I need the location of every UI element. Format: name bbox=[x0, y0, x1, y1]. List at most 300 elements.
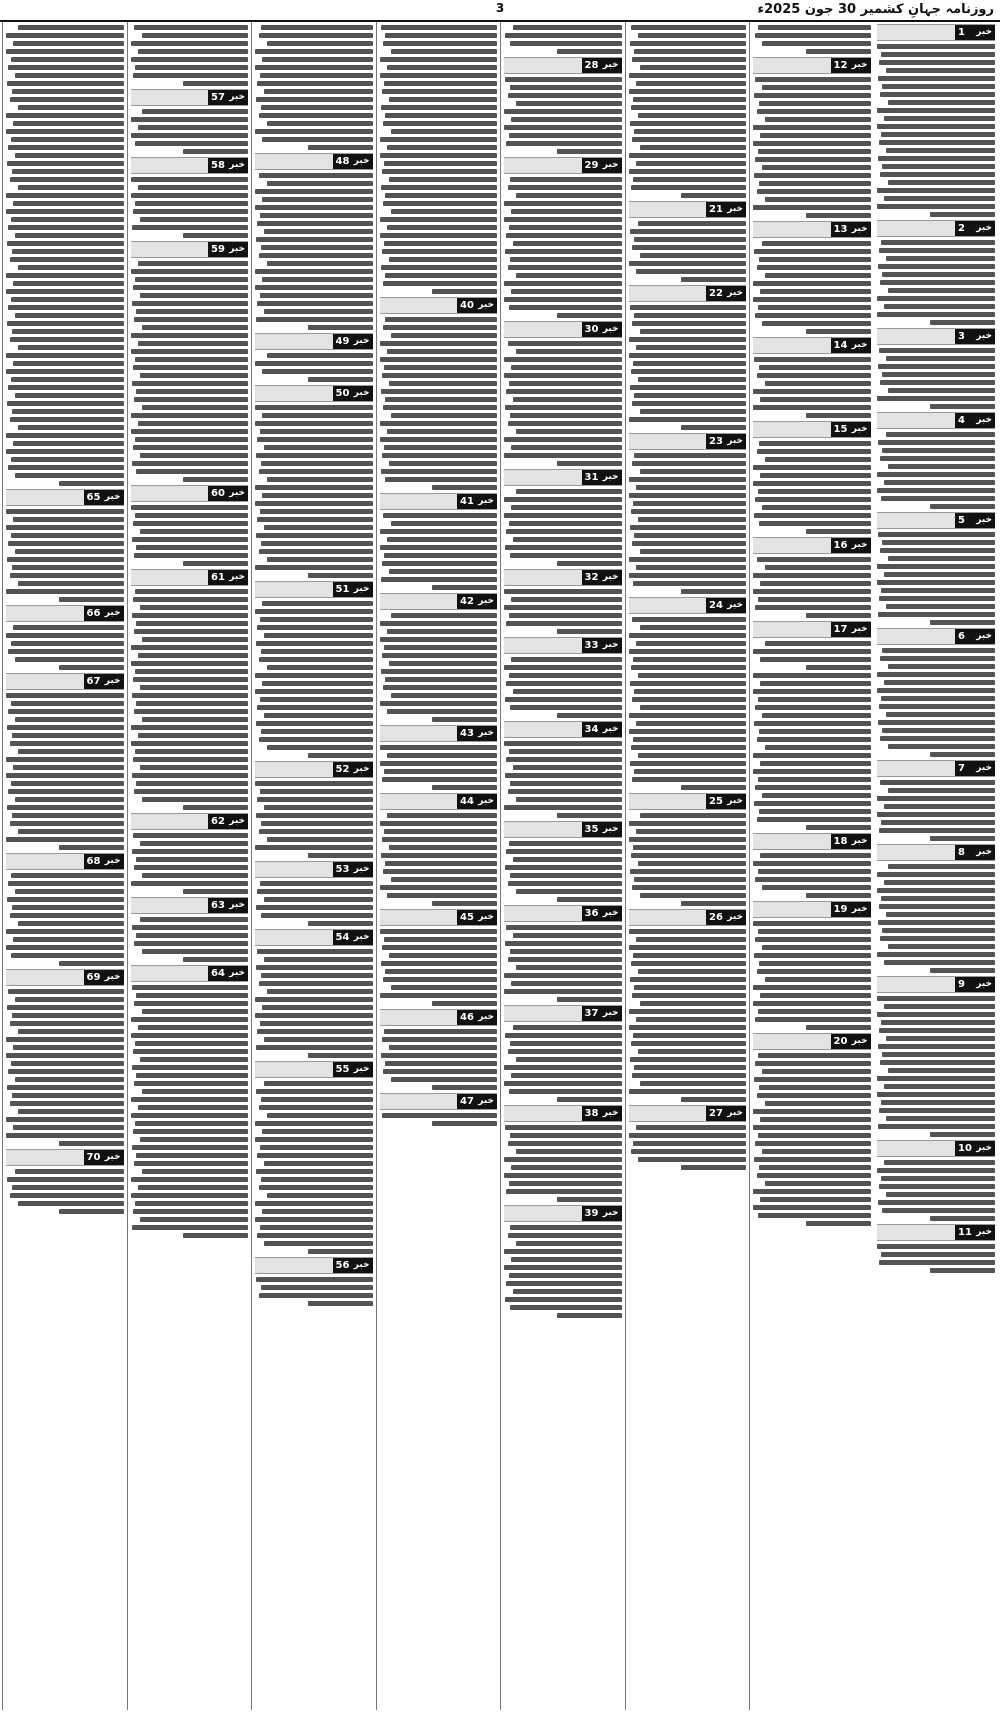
text-line bbox=[18, 425, 124, 430]
text-line bbox=[383, 201, 497, 206]
text-line bbox=[878, 1044, 995, 1049]
text-line bbox=[504, 109, 622, 114]
text-line bbox=[506, 849, 621, 854]
brief-number: 39 bbox=[584, 1208, 599, 1219]
text-line bbox=[631, 509, 746, 514]
brief-number-bar bbox=[380, 1093, 498, 1110]
text-line bbox=[638, 113, 746, 118]
brief-number: 36 bbox=[584, 908, 599, 919]
news-brief bbox=[504, 469, 622, 566]
text-line bbox=[636, 1017, 746, 1022]
text-line bbox=[389, 97, 497, 102]
text-line bbox=[13, 1125, 123, 1130]
text-line bbox=[884, 480, 995, 485]
text-line bbox=[380, 137, 498, 142]
brief-number: 55 bbox=[335, 1064, 350, 1075]
text-line bbox=[753, 281, 871, 286]
brief-tag: خبر bbox=[851, 624, 868, 634]
brief-number: 68 bbox=[86, 856, 101, 867]
brief-tag: خبر bbox=[976, 763, 992, 773]
text-line bbox=[256, 237, 372, 242]
text-line bbox=[132, 1225, 248, 1230]
text-line bbox=[884, 196, 995, 201]
brief-text bbox=[877, 44, 996, 217]
brief-tag: خبر bbox=[478, 596, 494, 606]
brief-text bbox=[131, 261, 249, 482]
text-line bbox=[140, 217, 248, 222]
text-line bbox=[510, 1305, 622, 1310]
text-line bbox=[638, 753, 746, 758]
brief-number-bar bbox=[877, 976, 996, 993]
text-line bbox=[758, 25, 871, 30]
text-line bbox=[259, 469, 373, 474]
text-line bbox=[636, 161, 746, 166]
text-line bbox=[131, 505, 249, 510]
text-line bbox=[630, 41, 746, 46]
text-line bbox=[383, 41, 497, 46]
text-line bbox=[135, 749, 248, 754]
text-line bbox=[10, 1101, 124, 1106]
text-line bbox=[384, 937, 497, 942]
text-line bbox=[506, 529, 621, 534]
text-line bbox=[10, 1193, 124, 1198]
news-brief bbox=[753, 901, 871, 1030]
brief-number: 61 bbox=[211, 572, 225, 583]
text-line bbox=[886, 432, 995, 437]
text-line bbox=[12, 249, 124, 254]
text-line bbox=[636, 641, 746, 646]
text-line bbox=[629, 153, 747, 158]
text-line bbox=[256, 1089, 372, 1094]
text-line bbox=[505, 33, 621, 38]
text-line bbox=[886, 148, 995, 153]
text-line bbox=[504, 217, 622, 222]
text-line bbox=[131, 413, 249, 418]
text-line bbox=[877, 952, 996, 957]
text-line bbox=[6, 633, 124, 638]
text-line bbox=[380, 153, 498, 158]
text-line bbox=[758, 1133, 871, 1138]
text-line bbox=[308, 377, 373, 382]
text-line bbox=[886, 604, 995, 609]
text-line bbox=[260, 73, 373, 78]
text-line bbox=[634, 49, 746, 54]
text-line bbox=[516, 1149, 622, 1154]
text-line bbox=[640, 705, 746, 710]
text-line bbox=[877, 44, 996, 49]
brief-tag: خبر bbox=[602, 472, 619, 482]
news-brief bbox=[380, 493, 498, 590]
text-line bbox=[762, 505, 870, 510]
text-line bbox=[140, 1217, 248, 1222]
text-line bbox=[262, 137, 372, 142]
brief-number-bar bbox=[131, 89, 249, 106]
news-brief bbox=[877, 1224, 996, 1273]
text-line bbox=[629, 337, 747, 342]
brief-number-bar bbox=[131, 241, 249, 258]
news-brief bbox=[255, 761, 373, 858]
text-line bbox=[638, 221, 746, 226]
text-line bbox=[134, 317, 248, 322]
text-line bbox=[504, 665, 622, 670]
brief-number-badge bbox=[84, 674, 124, 689]
text-line bbox=[6, 929, 124, 934]
text-line bbox=[183, 233, 248, 238]
text-line bbox=[389, 661, 497, 666]
text-line bbox=[633, 737, 746, 742]
text-line bbox=[264, 805, 372, 810]
text-line bbox=[13, 517, 123, 522]
brief-number-bar bbox=[877, 220, 996, 237]
text-line bbox=[389, 569, 497, 574]
text-line bbox=[510, 1041, 622, 1046]
text-line bbox=[506, 621, 621, 626]
text-line bbox=[384, 829, 497, 834]
text-line bbox=[12, 733, 124, 738]
brief-tag: خبر bbox=[353, 336, 370, 346]
brief-text bbox=[877, 780, 996, 841]
text-line bbox=[511, 1257, 621, 1262]
text-line bbox=[629, 169, 747, 174]
text-line bbox=[755, 785, 870, 790]
brief-text bbox=[504, 1125, 622, 1202]
text-line bbox=[255, 269, 373, 274]
text-line bbox=[432, 717, 497, 722]
text-line bbox=[510, 553, 622, 558]
text-line bbox=[509, 133, 622, 138]
text-line bbox=[255, 129, 373, 134]
text-line bbox=[760, 761, 870, 766]
text-line bbox=[506, 681, 621, 686]
brief-text bbox=[504, 489, 622, 566]
brief-tag: خبر bbox=[727, 600, 743, 610]
text-line bbox=[640, 625, 746, 630]
brief-number-bar bbox=[255, 385, 373, 402]
text-line bbox=[382, 837, 497, 842]
text-line bbox=[504, 605, 622, 610]
brief-number: 19 bbox=[833, 904, 848, 915]
text-line bbox=[384, 241, 497, 246]
text-line bbox=[13, 41, 123, 46]
text-line bbox=[267, 477, 373, 482]
text-line bbox=[11, 377, 124, 382]
text-line bbox=[142, 1009, 248, 1014]
text-line bbox=[18, 1109, 124, 1114]
brief-tag: خبر bbox=[353, 932, 370, 942]
text-line bbox=[754, 249, 870, 254]
brief-number-badge bbox=[831, 422, 871, 437]
text-line bbox=[506, 141, 621, 146]
text-line bbox=[640, 1081, 746, 1086]
text-line bbox=[183, 561, 248, 566]
text-line bbox=[15, 73, 123, 78]
text-line bbox=[261, 25, 373, 30]
text-line bbox=[557, 149, 622, 154]
text-line bbox=[762, 713, 870, 718]
text-line bbox=[256, 641, 372, 646]
text-line bbox=[255, 1201, 373, 1206]
text-line bbox=[882, 728, 995, 733]
text-line bbox=[755, 157, 870, 162]
text-line bbox=[755, 877, 870, 882]
text-line bbox=[259, 657, 373, 662]
text-line bbox=[760, 853, 870, 858]
text-line bbox=[629, 417, 747, 422]
text-line bbox=[760, 581, 870, 586]
text-line bbox=[758, 149, 871, 154]
text-line bbox=[380, 341, 498, 346]
text-line bbox=[8, 881, 123, 886]
brief-number-bar bbox=[131, 897, 249, 914]
brief-text bbox=[877, 996, 996, 1137]
brief-number-badge bbox=[333, 862, 373, 877]
text-line bbox=[631, 665, 746, 670]
text-line bbox=[504, 125, 622, 130]
brief-number: 10 bbox=[958, 1143, 972, 1154]
brief-number-bar bbox=[504, 721, 622, 738]
text-line bbox=[633, 953, 746, 958]
text-line bbox=[389, 177, 497, 182]
page-header bbox=[0, 0, 1000, 22]
text-line bbox=[633, 657, 746, 662]
text-line bbox=[382, 373, 497, 378]
brief-tag: خبر bbox=[353, 388, 370, 398]
text-line bbox=[882, 648, 995, 653]
text-line bbox=[511, 445, 621, 450]
text-line bbox=[381, 1053, 497, 1058]
text-line bbox=[384, 445, 497, 450]
text-line bbox=[308, 325, 373, 330]
text-line bbox=[505, 545, 621, 550]
text-line bbox=[387, 893, 497, 898]
brief-number-bar bbox=[504, 569, 622, 586]
text-line bbox=[629, 929, 747, 934]
brief-number-bar bbox=[255, 861, 373, 878]
text-line bbox=[516, 797, 622, 802]
text-line bbox=[882, 448, 995, 453]
text-line bbox=[142, 405, 248, 410]
text-line bbox=[506, 757, 621, 762]
text-line bbox=[259, 173, 373, 178]
text-line bbox=[516, 273, 622, 278]
text-line bbox=[256, 97, 372, 102]
text-line bbox=[256, 453, 372, 458]
text-line bbox=[257, 517, 372, 522]
news-brief bbox=[131, 569, 249, 810]
brief-number-badge bbox=[831, 338, 871, 353]
text-line bbox=[881, 1100, 995, 1105]
text-line bbox=[509, 1273, 622, 1278]
text-line bbox=[8, 709, 123, 714]
text-line bbox=[261, 821, 373, 826]
brief-number: 7 bbox=[958, 763, 965, 774]
brief-number-badge bbox=[208, 898, 248, 913]
text-line bbox=[259, 737, 373, 742]
brief-number: 12 bbox=[833, 60, 848, 71]
text-line bbox=[142, 1089, 248, 1094]
news-brief bbox=[6, 1149, 124, 1214]
brief-number-badge bbox=[582, 638, 622, 653]
brief-number: 54 bbox=[335, 932, 350, 943]
text-line bbox=[630, 121, 746, 126]
text-line bbox=[261, 913, 373, 918]
text-line bbox=[753, 649, 871, 654]
text-line bbox=[638, 517, 746, 522]
text-line bbox=[140, 529, 248, 534]
text-line bbox=[389, 1045, 497, 1050]
news-brief bbox=[504, 1105, 622, 1202]
text-line bbox=[132, 461, 248, 466]
text-line bbox=[132, 925, 248, 930]
text-line bbox=[877, 996, 996, 1001]
brief-tag: خبر bbox=[229, 572, 245, 582]
text-line bbox=[432, 785, 497, 790]
text-line bbox=[383, 977, 497, 982]
brief-number-badge bbox=[706, 910, 746, 925]
text-line bbox=[878, 720, 995, 725]
text-line bbox=[504, 805, 622, 810]
text-line bbox=[384, 553, 497, 558]
brief-number-badge bbox=[955, 329, 995, 344]
text-line bbox=[267, 261, 373, 266]
text-line bbox=[765, 197, 871, 202]
text-line bbox=[504, 741, 622, 746]
text-line bbox=[131, 177, 249, 182]
text-line bbox=[880, 1060, 995, 1065]
text-line bbox=[262, 413, 372, 418]
text-line bbox=[877, 888, 996, 893]
brief-text bbox=[629, 1125, 747, 1170]
news-brief bbox=[504, 905, 622, 1002]
text-line bbox=[132, 849, 248, 854]
news-brief bbox=[6, 853, 124, 966]
text-line bbox=[12, 1093, 124, 1098]
brief-text bbox=[6, 693, 124, 850]
text-line bbox=[7, 1005, 123, 1010]
brief-number: 60 bbox=[211, 488, 225, 499]
text-line bbox=[504, 589, 622, 594]
brief-number-bar bbox=[6, 605, 124, 622]
brief-number-bar bbox=[504, 321, 622, 338]
text-line bbox=[634, 393, 746, 398]
text-line bbox=[760, 681, 870, 686]
text-line bbox=[754, 513, 870, 518]
text-line bbox=[634, 129, 746, 134]
text-line bbox=[140, 917, 248, 922]
text-line bbox=[142, 797, 248, 802]
text-line bbox=[640, 253, 746, 258]
brief-number-badge bbox=[208, 242, 248, 257]
text-line bbox=[753, 753, 871, 758]
news-brief bbox=[131, 25, 249, 86]
brief-text bbox=[629, 929, 747, 1102]
text-line bbox=[930, 1216, 995, 1221]
brief-number-badge bbox=[582, 158, 622, 173]
text-line bbox=[762, 945, 870, 950]
text-line bbox=[510, 257, 622, 262]
text-line bbox=[629, 649, 747, 654]
text-line bbox=[508, 957, 622, 962]
text-line bbox=[506, 925, 621, 930]
news-brief bbox=[877, 976, 996, 1137]
text-line bbox=[632, 1073, 746, 1078]
brief-text bbox=[629, 25, 747, 198]
text-line bbox=[257, 625, 372, 630]
text-line bbox=[888, 388, 995, 393]
text-line bbox=[132, 613, 248, 618]
text-line bbox=[13, 1045, 123, 1050]
text-line bbox=[757, 557, 871, 562]
text-line bbox=[133, 677, 248, 682]
text-line bbox=[432, 901, 497, 906]
text-line bbox=[134, 941, 248, 946]
brief-number-badge bbox=[831, 222, 871, 237]
text-line bbox=[267, 1193, 373, 1198]
text-line bbox=[6, 49, 124, 54]
text-line bbox=[261, 105, 373, 110]
text-line bbox=[758, 597, 871, 602]
text-line bbox=[385, 33, 497, 38]
brief-number: 35 bbox=[584, 824, 599, 835]
text-line bbox=[632, 993, 746, 998]
news-brief bbox=[255, 1257, 373, 1306]
text-line bbox=[930, 504, 995, 509]
brief-tag: خبر bbox=[229, 92, 245, 102]
brief-number-badge bbox=[955, 221, 995, 236]
text-line bbox=[508, 1233, 622, 1238]
text-line bbox=[886, 256, 995, 261]
text-line bbox=[880, 548, 995, 553]
news-brief bbox=[131, 157, 249, 238]
text-line bbox=[879, 1108, 995, 1113]
text-line bbox=[10, 821, 124, 826]
brief-number: 24 bbox=[709, 600, 723, 611]
text-line bbox=[629, 261, 747, 266]
text-line bbox=[7, 321, 123, 326]
brief-number: 43 bbox=[460, 728, 474, 739]
text-line bbox=[878, 364, 995, 369]
brief-number-badge bbox=[457, 298, 497, 313]
text-line bbox=[557, 813, 622, 818]
text-line bbox=[505, 1297, 621, 1302]
text-line bbox=[753, 573, 871, 578]
brief-tag: خبر bbox=[727, 436, 743, 446]
text-line bbox=[886, 912, 995, 917]
text-line bbox=[256, 1277, 372, 1282]
text-line bbox=[753, 465, 871, 470]
text-line bbox=[7, 161, 123, 166]
text-line bbox=[257, 1233, 372, 1238]
text-line bbox=[8, 541, 123, 546]
brief-text bbox=[6, 873, 124, 966]
news-brief bbox=[753, 57, 871, 218]
text-line bbox=[636, 269, 746, 274]
brief-number: 33 bbox=[584, 640, 599, 651]
text-line bbox=[261, 1285, 373, 1290]
text-line bbox=[757, 1173, 871, 1178]
text-line bbox=[630, 761, 746, 766]
text-line bbox=[753, 405, 871, 410]
text-line bbox=[878, 920, 995, 925]
text-line bbox=[6, 1053, 124, 1058]
text-line bbox=[308, 1301, 373, 1306]
text-line bbox=[758, 1213, 871, 1218]
text-line bbox=[138, 653, 248, 658]
news-brief bbox=[255, 25, 373, 150]
text-line bbox=[634, 1065, 746, 1070]
text-line bbox=[681, 589, 746, 594]
brief-number-bar bbox=[877, 760, 996, 777]
